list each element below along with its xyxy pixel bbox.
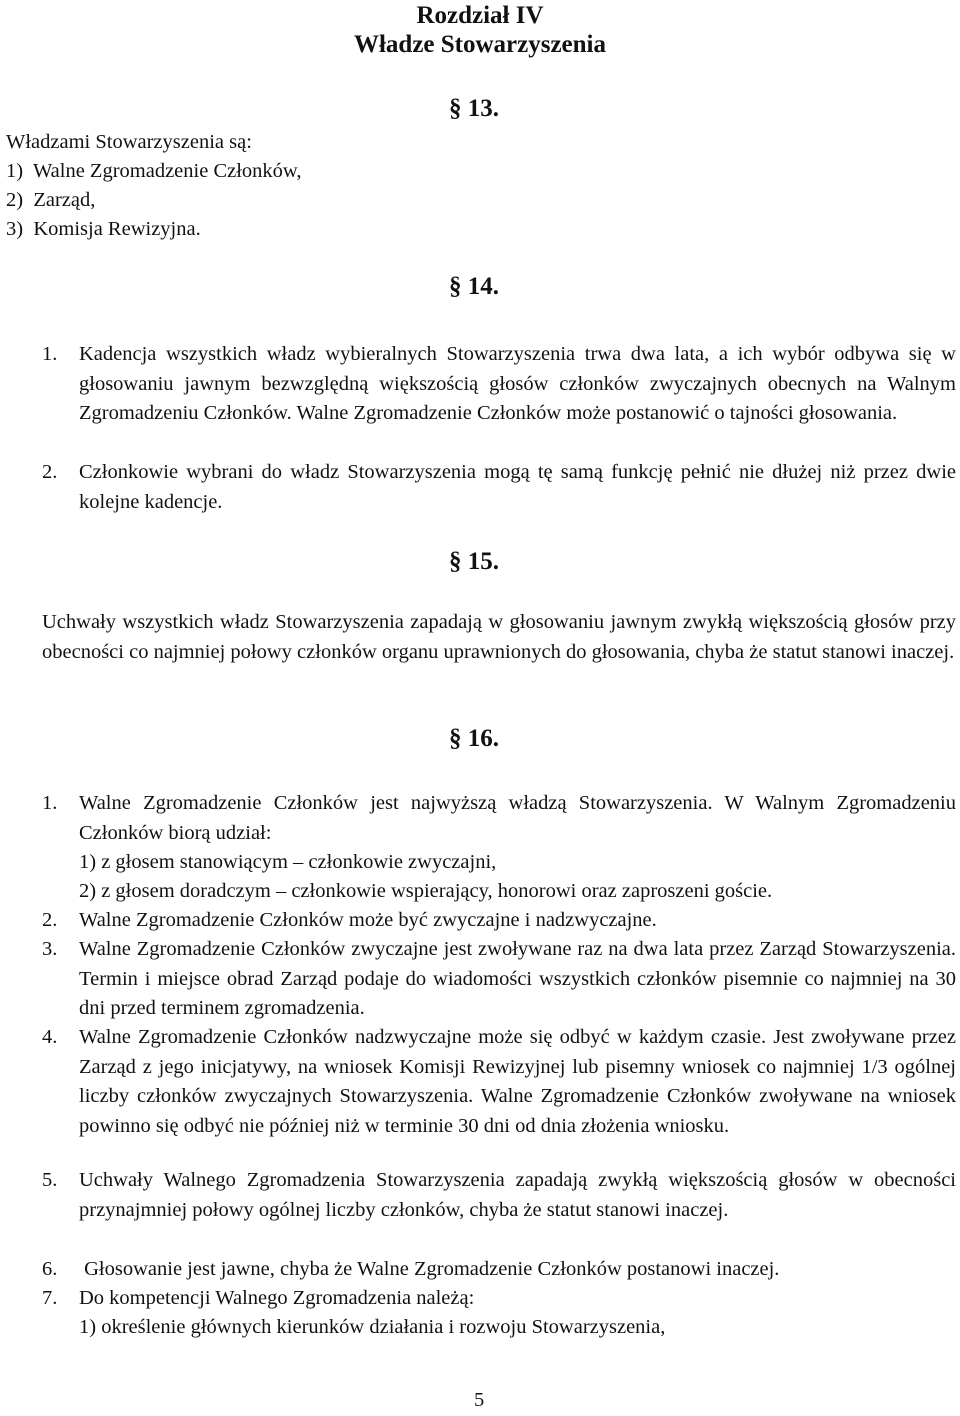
section-16-item-5 <box>42 1166 956 1225</box>
section-16-item-1 <box>42 789 956 848</box>
participant-type: 1) z głosem stanowiącym – członkowie zwyczajni, <box>79 851 497 873</box>
item-text: Do kompetencji Walnego Zgromadzenia należą: <box>79 1287 475 1309</box>
item-number: 5. <box>42 1169 58 1191</box>
section-13-intro: Władzami Stowarzyszenia są: <box>6 131 252 153</box>
item-number: 1. <box>42 343 58 365</box>
item-number: 3. <box>42 938 58 960</box>
section-14-heading: § 14. <box>449 273 499 300</box>
section-16-heading: § 16. <box>449 725 499 752</box>
item-text: Walne Zgromadzenie Członków może być zwyczajne i nadzwyczajne. <box>79 909 657 931</box>
participant-type: 2) z głosem doradczym – członkowie wspierający, honorowi oraz zaproszeni goście. <box>79 880 773 902</box>
section-14-item <box>42 458 956 517</box>
item-text: Członkowie wybrani do władz Stowarzyszenia mogą tę samą funkcję pełnić nie dłużej niż przez dwie kolejne kadencje. <box>79 461 956 513</box>
authority-list-item: 3) Komisja Rewizyjna. <box>6 218 201 240</box>
item-number: 7. <box>42 1287 58 1309</box>
item-text: Walne Zgromadzenie Członków zwyczajne jest zwoływane raz na dwa lata przez Zarząd Stowarzyszenia. Termin i miejsce obrad Zarząd podaje do wiadomości wszystkich członków pisemnie co najmniej na 30 dni przed terminem zgromadzenia. <box>79 938 956 1019</box>
item-text: Głosowanie jest jawne, chyba że Walne Zgromadzenie Członków postanowi inaczej. <box>79 1258 780 1280</box>
competence-item: 1) określenie głównych kierunków działania i rozwoju Stowarzyszenia, <box>79 1316 666 1338</box>
authority-list-item: 1) Walne Zgromadzenie Członków, <box>6 160 302 182</box>
item-number: 1. <box>42 792 58 814</box>
section-16-item-2 <box>42 906 956 936</box>
item-number: 2. <box>42 461 58 483</box>
section-16-item-7 <box>42 1284 956 1314</box>
item-number: 2. <box>42 909 58 931</box>
item-text: Walne Zgromadzenie Członków jest najwyższą władzą Stowarzyszenia. W Walnym Zgromadzeniu Członków biorą udział: <box>79 792 956 844</box>
section-14-item <box>42 340 956 429</box>
section-16-item-3 <box>42 935 956 1024</box>
item-number: 6. <box>42 1258 58 1280</box>
page-number: 5 <box>474 1389 485 1411</box>
section-16-item-6 <box>42 1255 956 1285</box>
chapter-subtitle: Władze Stowarzyszenia <box>353 31 607 58</box>
section-15-heading: § 15. <box>449 548 499 575</box>
item-text: Uchwały Walnego Zgromadzenia Stowarzyszenia zapadają zwykłą większością głosów w obecności przynajmniej połowy ogólnej liczby członków, chyba że statut stanowi inaczej. <box>79 1169 956 1221</box>
item-text: Kadencja wszystkich władz wybieralnych Stowarzyszenia trwa dwa lata, a ich wybór odbywa się w głosowaniu jawnym bezwzględną większością głosów członków zwyczajnych obecnych na Walnym Zgromadzeniu Członków. Walne Zgromadzenie Członków może postanowić o tajności głosowania. <box>79 343 956 424</box>
authority-list-item: 2) Zarząd, <box>6 189 96 211</box>
section-15-text: Uchwały wszystkich władz Stowarzyszenia zapadają w głosowaniu jawnym zwykłą większością głosów przy obecności co najmniej połowy członków organu uprawnionych do głosowania, chyba że statut stanowi inaczej. <box>42 611 956 663</box>
section-16-item-4 <box>42 1023 956 1141</box>
item-text: Walne Zgromadzenie Członków nadzwyczajne może się odbyć w każdym czasie. Jest zwoływane przez Zarząd z jego inicjatywy, na wniosek Komisji Rewizyjnej lub pisemny wniosek co najmniej 1/3 ogólnej liczby członków zwyczajnych Stowarzyszenia. Walne Zgromadzenie Członków zwoływane na wniosek powinno się odbyć nie później niż w terminie 30 dni od dnia złożenia wniosku. <box>79 1026 956 1137</box>
chapter-title: Rozdział IV <box>416 2 544 29</box>
item-number: 4. <box>42 1026 58 1048</box>
section-13-heading: § 13. <box>449 95 499 122</box>
